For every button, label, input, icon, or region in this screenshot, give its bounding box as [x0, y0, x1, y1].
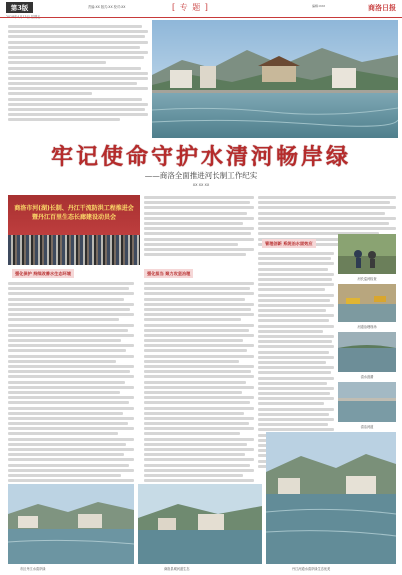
photo-river-works [338, 284, 396, 322]
meeting-banner-photo [8, 195, 140, 265]
intro-paragraph [8, 25, 148, 124]
photo-inspection [338, 234, 396, 274]
editor-info: 编辑:XXX [312, 4, 326, 8]
page-number: 第3版 [6, 2, 33, 13]
section-heading-1: 强化保护 持续改善水生态环境 [12, 269, 74, 278]
section-title: [ 专 题 ] [172, 3, 209, 12]
main-headline: 牢记使命守护水清河畅岸绿 [50, 144, 351, 170]
hero-river-photo [152, 20, 398, 138]
banner-text-line2: 暨丹江百里生态长廊建设动员会 [31, 214, 116, 221]
photo-city-river [8, 484, 134, 564]
section-heading-2: 强化担当 聚力攻坚治理 [144, 269, 193, 278]
caption-photo3: 清水涟漪 [360, 375, 374, 379]
column-mid-lower [144, 282, 254, 490]
photo-clean-water [338, 332, 396, 372]
subheadline: ——商洛全面推进河长制工作纪实 [144, 171, 258, 180]
caption-bottom2: 商洛县城河道生态 [164, 567, 190, 571]
banner-text-line1: 商洛市河(湖)长制、丹江干流防洪工程推进会 [14, 205, 134, 212]
audience-crowd [8, 235, 140, 265]
caption-photo4: 清洁河道 [360, 425, 374, 429]
section-name: 专 题 [179, 3, 202, 12]
masthead [0, 0, 402, 18]
caption-photo2: 河道治理现场 [357, 325, 377, 329]
photo-town-river [138, 484, 262, 564]
column-top-mid [144, 196, 254, 258]
caption-bottom1: 市区丹江水清岸绿 [20, 567, 46, 571]
editorial-nav: 责编:XX 版式:XX 校对:XX [88, 5, 126, 9]
photo-riverside-park [266, 432, 396, 564]
header-divider [0, 17, 402, 18]
bylines: XX XX XX [192, 183, 210, 187]
caption-photo1: 河长巡河检查 [357, 277, 377, 281]
newspaper-logo: 商洛日报 [368, 3, 396, 12]
column-left-lower [8, 282, 134, 490]
photo-clean-channel [338, 382, 396, 422]
section-heading-3: 管理创新 系统治水固效应 [262, 239, 316, 248]
caption-bottom3: 丹江河道水清岸绿生态优美 [292, 567, 331, 571]
